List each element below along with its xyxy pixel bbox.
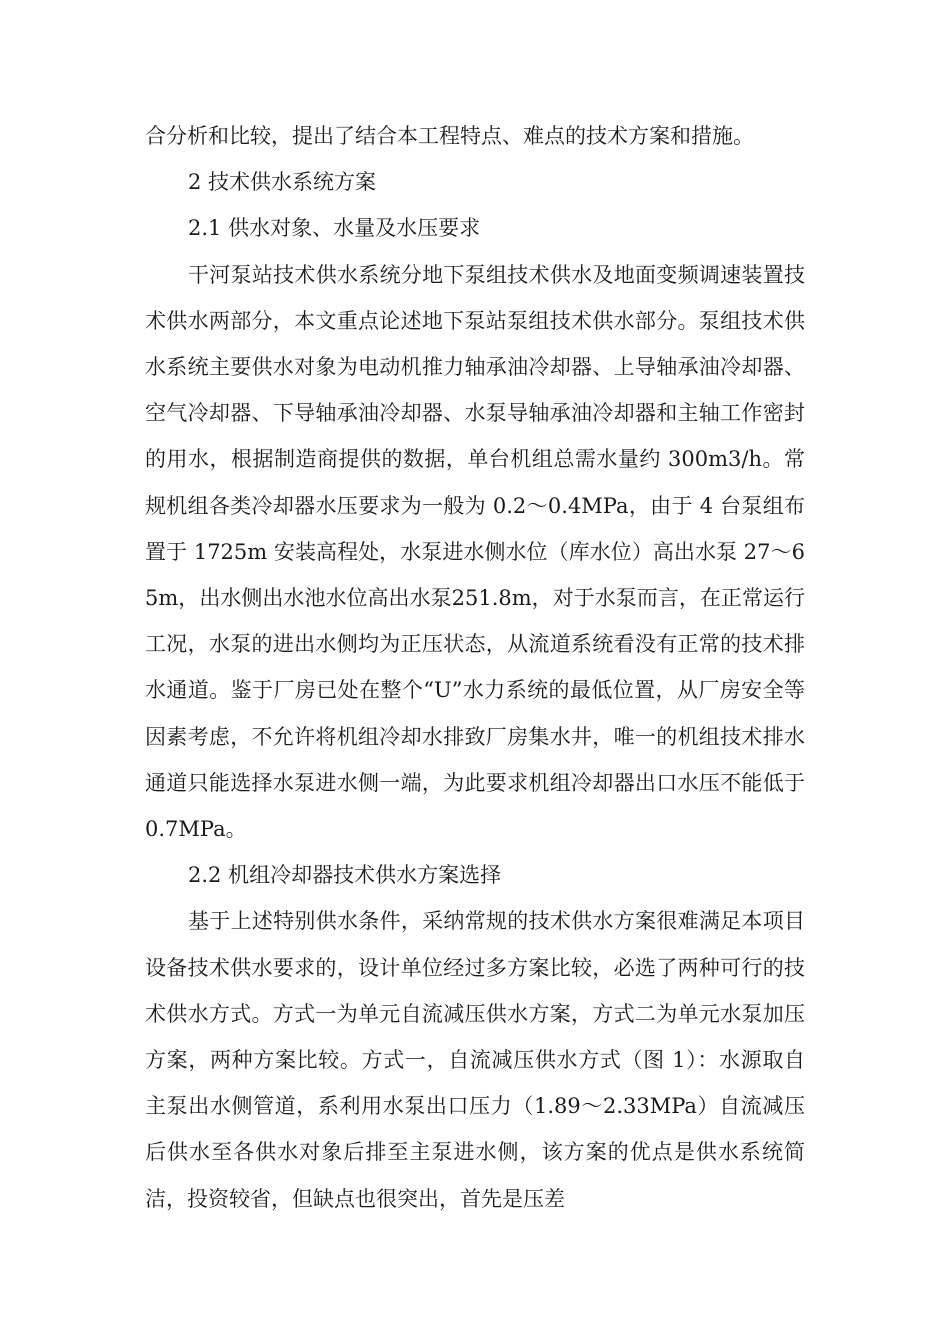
- document-body: [145, 113, 805, 1222]
- section-heading-2: 2 技术供水系统方案: [188, 170, 377, 195]
- subsection-heading-2-2: 2.2 机组冷却器技术供水方案选择: [188, 863, 502, 888]
- paragraph-continuation: 合分析和比较，提出了结合本工程特点、难点的技术方案和措施。: [145, 124, 754, 148]
- paragraph-supply-scheme-selection: 基于上述特别供水条件，采纳常规的技术供水方案很难满足本项目设备技术供水要求的，设计单位经过多方案比较，必选了两种可行的技术供水方式。方式一为单元自流减压供水方案，方式二为单元水泵加压方案，两种方案比较。方式一，自流减压供水方式（图 1）：水源取自主泵出水侧管道，系利用水泵出口压力（1.89～2.33MPa）自流减压后供水至各供水对象后排至主泵进水侧，该方案的优点是供水系统简洁，投资较省，但缺点也很突出，首先是压差: [145, 909, 805, 1211]
- subsection-heading-2-1: 2.1 供水对象、水量及水压要求: [188, 216, 481, 241]
- paragraph-water-supply-requirements: 干河泵站技术供水系统分地下泵组技术供水及地面变频调速装置技术供水两部分，本文重点论述地下泵站泵组技术供水部分。泵组技术供水系统主要供水对象为电动机推力轴承油冷却器、上导轴承油冷却器、空气冷却器、下导轴承油冷却器、水泵导轴承油冷却器和主轴工作密封的用水，根据制造商提供的数据，单台机组总需水量约 300m3/h。常规机组各类冷却器水压要求为一般为 0.2～0.4MPa，由于 4 台泵组布置于 1725m 安装高程处，水泵进水侧水位（库水位）高出水泵 27～65m，出水侧出水池水位高出水泵251.8m，对于水泵而言，在正常运行工况，水泵的进出水侧均为正压状态，从流道系统看没有正常的技术排水通道。鉴于厂房已处在整个“U”水力系统的最低位置，从厂房安全等因素考虑，不允许将机组冷却水排致厂房集水井，唯一的机组技术排水通道只能选择水泵进水侧一端，为此要求机组冷却器出口水压不能低于 0.7MPa。: [145, 262, 805, 842]
